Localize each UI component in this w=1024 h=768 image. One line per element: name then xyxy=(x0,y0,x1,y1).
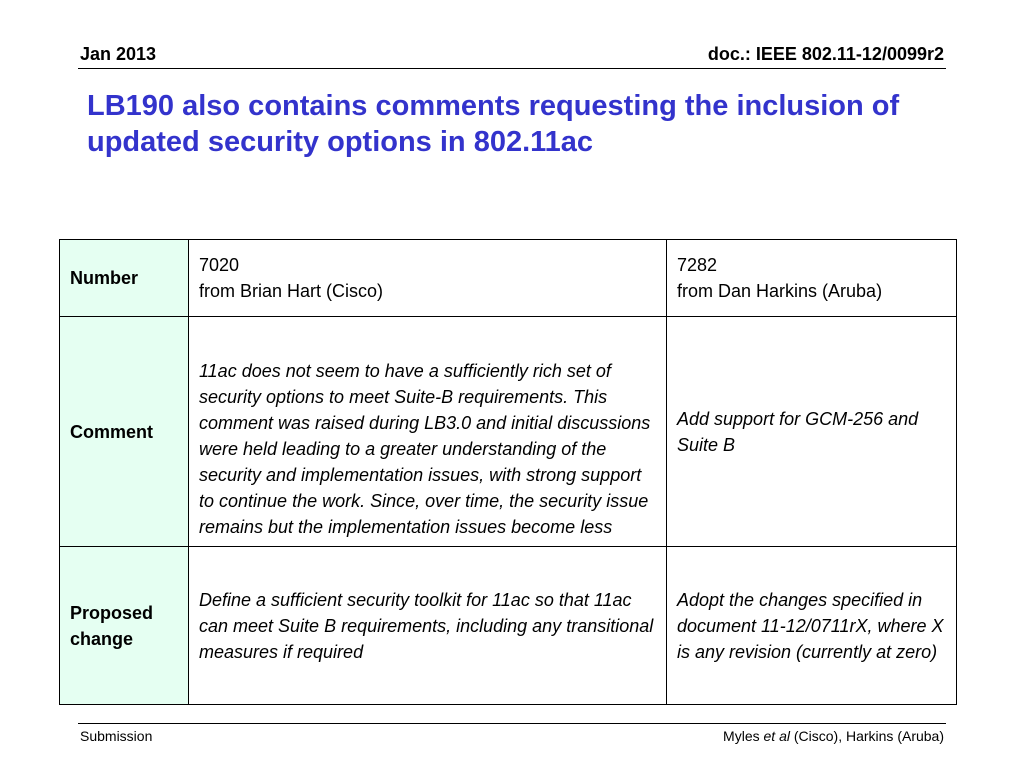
header-doc-id: doc.: IEEE 802.11-12/0099r2 xyxy=(707,44,944,64)
footer-divider xyxy=(78,723,946,724)
proposed-change-7282: Adopt the changes specified in document 11-12/0711rX, where X is any revision (currently at zero) xyxy=(667,547,957,705)
cell-number-7020 xyxy=(189,240,667,317)
row-label-number: Number xyxy=(60,240,189,317)
label-line: change xyxy=(70,628,134,649)
proposed-change-7020: Define a sufficient security toolkit for 11ac so that 11ac can meet Suite B requirements, including any transitional measures if required xyxy=(189,547,667,705)
cell-comment-7020 xyxy=(189,317,667,547)
comment-number: 7020 xyxy=(199,255,240,275)
comment-author: from Dan Harkins (Aruba) xyxy=(677,281,883,301)
header-divider xyxy=(78,68,946,69)
comment-scroll-area xyxy=(189,317,666,546)
slide-title: LB190 also contains comments requesting the inclusion of updated security options in 802.11ac xyxy=(87,90,900,158)
footer-authors xyxy=(723,728,944,744)
comments-table xyxy=(59,239,957,705)
cell-number-7282 xyxy=(667,240,957,317)
footer-authors-prefix: Myles xyxy=(723,728,764,744)
footer-authors-etal: et al xyxy=(763,728,790,744)
table-row xyxy=(60,240,957,317)
comment-author: from Brian Hart (Cisco) xyxy=(199,281,384,301)
row-label-comment: Comment xyxy=(60,317,189,547)
footer-authors-suffix: (Cisco), Harkins (Aruba) xyxy=(789,728,944,744)
footer-submission: Submission xyxy=(80,728,153,744)
comment-number: 7282 xyxy=(677,255,718,275)
table-row xyxy=(60,547,957,705)
comment-text-7020: 11ac does not seem to have a sufficiently rich set of security options to meet Suite-B requirements. This comment was raised during LB3.0 and initial discussions were held leading to a greater understanding of the security and implementation issues, with strong support to continue the work. Since, over time, the security issue remains but the implementation issues become less xyxy=(199,361,651,537)
header-date: Jan 2013 xyxy=(80,44,157,64)
label-line: Proposed xyxy=(70,602,154,623)
table-row xyxy=(60,317,957,547)
row-label-proposed-change xyxy=(60,547,189,705)
comment-text-7282: Add support for GCM-256 and Suite B xyxy=(667,317,957,547)
